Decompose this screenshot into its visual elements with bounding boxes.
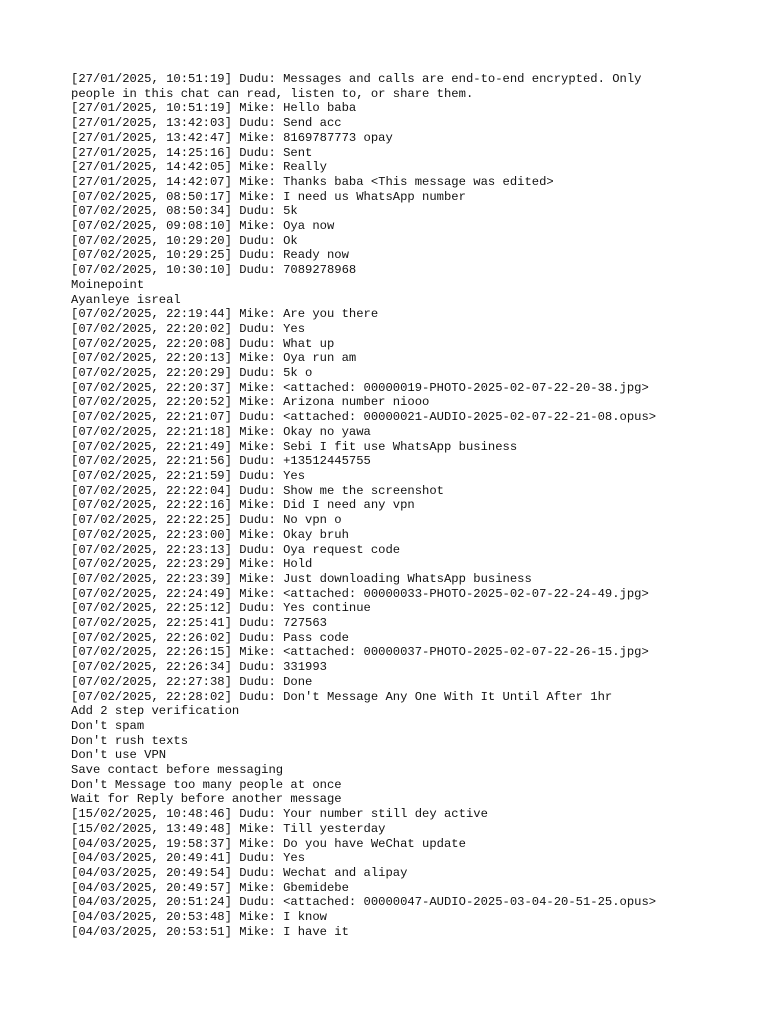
- transcript-line: [27/01/2025, 13:42:47] Mike: 8169787773 opay: [71, 130, 393, 145]
- transcript-line: [07/02/2025, 22:22:16] Mike: Did I need any vpn: [71, 498, 415, 513]
- transcript-line: [27/01/2025, 10:51:19] Dudu: Messages and calls are end-to-end encrypted. Only: [71, 72, 642, 86]
- transcript-line: [07/02/2025, 08:50:34] Dudu: 5k: [71, 204, 298, 219]
- transcript-line: Moinepoint: [71, 277, 145, 292]
- transcript-line: [04/03/2025, 20:53:51] Mike: I have it: [71, 924, 349, 939]
- transcript-line: [07/02/2025, 10:29:20] Dudu: Ok: [71, 233, 298, 248]
- transcript-line: [07/02/2025, 22:22:25] Dudu: No vpn o: [71, 513, 342, 528]
- transcript-line: [07/02/2025, 22:24:49] Mike: <attached: 00000033-PHOTO-2025-02-07-22-24-49.jpg>: [71, 586, 649, 601]
- transcript-line: [07/02/2025, 22:25:41] Dudu: 727563: [71, 616, 327, 631]
- transcript-line: [07/02/2025, 22:26:15] Mike: <attached: 00000037-PHOTO-2025-02-07-22-26-15.jpg>: [71, 645, 649, 660]
- transcript-line: Add 2 step verification: [71, 704, 240, 719]
- transcript-line: [07/02/2025, 22:26:02] Dudu: Pass code: [71, 630, 349, 645]
- transcript-line: [27/01/2025, 14:42:05] Mike: Really: [71, 160, 327, 175]
- transcript-line: [07/02/2025, 10:30:10] Dudu: 7089278968: [71, 263, 357, 278]
- transcript-line: people in this chat can read, listen to, or share them.: [71, 86, 474, 101]
- transcript-line: [07/02/2025, 22:22:04] Dudu: Show me the screenshot: [71, 483, 444, 498]
- transcript-line: [07/02/2025, 22:20:52] Mike: Arizona number niooo: [71, 395, 430, 410]
- transcript-line: [07/02/2025, 22:20:37] Mike: <attached: 00000019-PHOTO-2025-02-07-22-20-38.jpg>: [71, 380, 649, 395]
- transcript-line: [07/02/2025, 22:19:44] Mike: Are you there: [71, 307, 379, 322]
- transcript-line: [07/02/2025, 22:26:34] Dudu: 331993: [71, 660, 327, 675]
- transcript-line: Don't Message too many people at once: [71, 777, 342, 792]
- transcript-line: [07/02/2025, 22:23:39] Mike: Just downloading WhatsApp business: [71, 571, 532, 586]
- transcript-line: [27/01/2025, 13:42:03] Dudu: Send acc: [71, 116, 342, 131]
- transcript-line: Don't rush texts: [71, 733, 189, 748]
- transcript-line: [07/02/2025, 22:20:29] Dudu: 5k o: [71, 366, 313, 381]
- transcript-line: Wait for Reply before another message: [71, 792, 342, 807]
- transcript-line: [07/02/2025, 09:08:10] Mike: Oya now: [71, 219, 335, 234]
- transcript-line: [04/03/2025, 19:58:37] Mike: Do you have WeChat update: [71, 836, 466, 851]
- transcript-line: [07/02/2025, 22:20:08] Dudu: What up: [71, 336, 335, 351]
- transcript-line: [04/03/2025, 20:51:24] Dudu: <attached: 00000047-AUDIO-2025-03-04-20-51-25.opus>: [71, 895, 657, 910]
- transcript-line: [04/03/2025, 20:49:57] Mike: Gbemidebe: [71, 880, 349, 895]
- transcript-line: [07/02/2025, 22:23:13] Dudu: Oya request code: [71, 542, 401, 557]
- transcript-line: [07/02/2025, 22:20:02] Dudu: Yes: [71, 321, 306, 336]
- transcript-line: [07/02/2025, 22:20:13] Mike: Oya run am: [71, 351, 357, 366]
- transcript-line: [04/03/2025, 20:49:41] Dudu: Yes: [71, 851, 306, 866]
- transcript-line: [07/02/2025, 22:21:18] Mike: Okay no yawa: [71, 424, 371, 439]
- transcript-line: Ayanleye isreal: [71, 292, 181, 307]
- transcript-line: [27/01/2025, 14:25:16] Dudu: Sent: [71, 145, 313, 160]
- transcript-line: Don't spam: [71, 718, 145, 733]
- transcript-line: [27/01/2025, 10:51:19] Mike: Hello baba: [71, 101, 357, 116]
- transcript-line: [07/02/2025, 22:28:02] Dudu: Don't Message Any One With It Until After 1hr: [71, 689, 613, 704]
- transcript-line: Save contact before messaging: [71, 763, 284, 778]
- transcript-line: [07/02/2025, 10:29:25] Dudu: Ready now: [71, 248, 349, 263]
- transcript-line: Don't use VPN: [71, 748, 167, 763]
- chat-transcript: [71, 72, 711, 939]
- transcript-line: [07/02/2025, 22:25:12] Dudu: Yes continue: [71, 601, 371, 616]
- transcript-line: [07/02/2025, 22:23:29] Mike: Hold: [71, 557, 313, 572]
- transcript-line: [04/03/2025, 20:53:48] Mike: I know: [71, 910, 327, 925]
- transcript-line: [07/02/2025, 22:21:59] Dudu: Yes: [71, 468, 306, 483]
- transcript-line: [07/02/2025, 22:27:38] Dudu: Done: [71, 674, 313, 689]
- transcript-line: [07/02/2025, 08:50:17] Mike: I need us WhatsApp number: [71, 189, 466, 204]
- transcript-line: [07/02/2025, 22:23:00] Mike: Okay bruh: [71, 527, 349, 542]
- transcript-line: [15/02/2025, 10:48:46] Dudu: Your number still dey active: [71, 807, 488, 822]
- transcript-line: [07/02/2025, 22:21:07] Dudu: <attached: 00000021-AUDIO-2025-02-07-22-21-08.opus>: [71, 410, 657, 425]
- transcript-line: [07/02/2025, 22:21:56] Dudu: +13512445755: [71, 454, 371, 469]
- transcript-line: [07/02/2025, 22:21:49] Mike: Sebi I fit use WhatsApp business: [71, 439, 518, 454]
- transcript-line: [27/01/2025, 14:42:07] Mike: Thanks baba <This message was edited>: [71, 174, 554, 189]
- transcript-line: [15/02/2025, 13:49:48] Mike: Till yesterday: [71, 821, 386, 836]
- transcript-line: [04/03/2025, 20:49:54] Dudu: Wechat and alipay: [71, 865, 408, 880]
